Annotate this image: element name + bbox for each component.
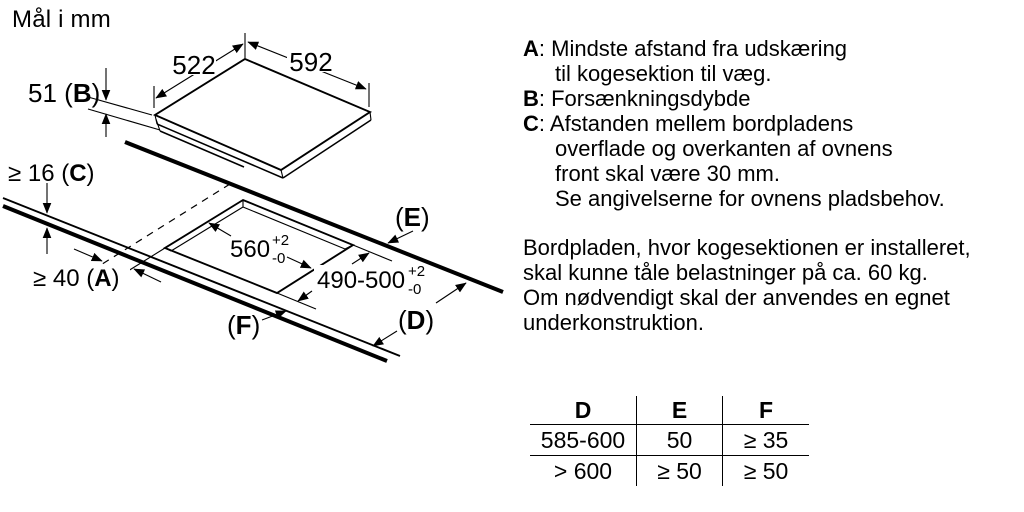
- table-header-d: D: [530, 396, 637, 425]
- dim-522-label: 522: [172, 50, 216, 80]
- dim-560-tol-plus: +2: [272, 232, 290, 249]
- load-note: [523, 235, 1023, 335]
- table-row: [530, 425, 809, 456]
- clearance-table: [530, 396, 809, 486]
- label-e: [388, 202, 430, 243]
- label-d-text: (D): [398, 305, 435, 335]
- dim-490-500-tol-plus: +2: [408, 263, 426, 280]
- label-f-text: (F): [227, 310, 261, 340]
- table-header-row: [530, 396, 809, 425]
- right-column: [523, 36, 1023, 486]
- label-e-text: (E): [395, 202, 430, 232]
- legend: [523, 36, 1023, 211]
- legend-item-a-line2: til kogesektion til væg.: [555, 61, 772, 86]
- legend-item-c-line2: overflade og overkanten af ovnens: [555, 136, 893, 161]
- dim-560-tol-minus: -0: [272, 250, 286, 267]
- legend-letter-c: C: [523, 111, 539, 136]
- dim-16-c-label: ≥ 16 (C): [8, 160, 95, 187]
- legend-item-c: C: Afstanden mellem bordpladens: [523, 111, 854, 136]
- dim-16-c: [8, 160, 95, 254]
- table-cell: ≥ 50: [743, 457, 789, 484]
- table-cell: > 600: [530, 456, 637, 487]
- dim-490-500-tol-minus: -0: [408, 281, 422, 298]
- legend-item-b: B: Forsænkningsdybde: [523, 86, 751, 111]
- table-cell: 50: [637, 425, 723, 456]
- table-row: [530, 456, 809, 487]
- dim-51-b: [28, 68, 160, 137]
- load-note-line3: Om nødvendigt skal der anvendes en egnet: [523, 285, 950, 310]
- dim-490-500-value: 490-500: [317, 267, 406, 294]
- table-header-e: E: [637, 396, 723, 425]
- page-title: Mål i mm: [12, 6, 111, 33]
- clearance-table-wrap: [530, 396, 1023, 486]
- load-note-line1: Bordpladen, hvor kogesektionen er installeret,: [523, 235, 971, 260]
- legend-item-c-line3: front skal være 30 mm.: [555, 161, 780, 186]
- load-note-line2: skal kunne tåle belastninger på ca. 60 kg.: [523, 260, 928, 285]
- dim-51-b-label: 51 (B): [28, 78, 101, 108]
- legend-item-a: A: Mindste afstand fra udskæring: [523, 36, 848, 61]
- dim-560-value: 560: [230, 236, 271, 263]
- dim-40-a-label: ≥ 40 (A): [33, 265, 120, 292]
- table-header-f: F: [723, 396, 810, 425]
- table-cell: 585-600: [530, 425, 637, 456]
- dim-592-label: 592: [289, 47, 333, 77]
- legend-item-c-line4: Se angivelserne for ovnens pladsbehov.: [555, 186, 945, 211]
- table-cell: ≥ 50: [637, 456, 723, 487]
- legend-letter-a: A: [523, 36, 539, 61]
- legend-letter-b: B: [523, 86, 539, 111]
- label-f: [227, 310, 286, 340]
- installation-drawing: [0, 0, 520, 380]
- table-cell: ≥ 35: [723, 425, 810, 456]
- load-note-line4: underkonstruktion.: [523, 310, 704, 335]
